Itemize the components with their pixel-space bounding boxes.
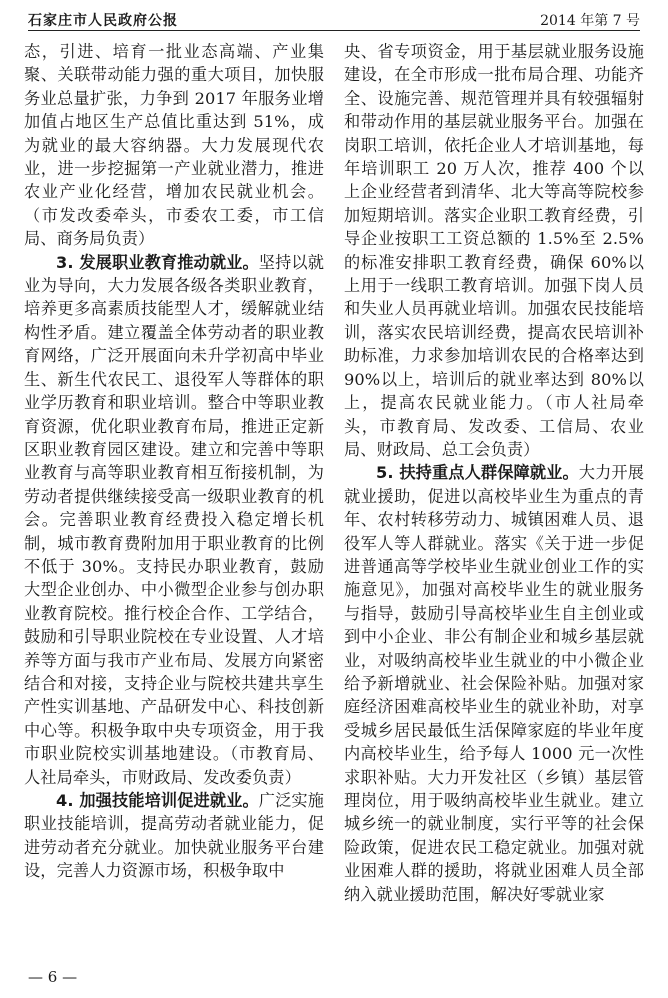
paragraph-section-5 xyxy=(344,461,644,906)
paragraph: 态，引进、培育一批业态高端、产业集聚、关联带动能力强的重大项目，加快服务业总量扩张，力争到 2017 年服务业增加值占地区生产总值比重达到 51%，成为就业的最大容纳器。大力发展现代农业，进一步挖掘第一产业就业潜力，推进农业产业化经营，增加农民就业机会。（市发改委牵头，市委农工委，市工信局、商务局负责） xyxy=(24,42,324,249)
section-heading: 4. 加强技能培训促进就业。 xyxy=(56,791,259,810)
paragraph: 央、省专项资金，用于基层就业服务设施建设，在全市形成一批布局合理、功能齐全、设施完善、规范管理并具有较强辐射和带动作用的基层就业服务平台。加强在岗职工培训，依托企业人才培训基地，每年培训职工 20 万人次，推荐 400 个以上企业经营者到清华、北大等高等院校参加短期培训。落实企业职工教育经费，引导企业按职工工资总额的 1.5%至 2.5%的标准安排职工教育经费，确保 60%以上用于一线职工教育培训。加强下岗人员和失业人员再就业培训。加强农民技能培训，落实农民培训经费，提高农民培训补助标准，力求参加培训农民的合格率达到 90%以上，培训后的就业率达到 80%以上，提高农民就业能力。（市人社局牵头，市教育局、发改委、工信局、农业局、财政局、总工会负责） xyxy=(344,42,644,459)
page-header xyxy=(28,8,640,31)
section-heading: 5. 扶持重点人群保障就业。 xyxy=(376,463,579,483)
page-number: — 6 — xyxy=(28,968,78,986)
paragraph-section-3 xyxy=(24,251,324,789)
right-column xyxy=(344,40,644,906)
section-body: 大力开展就业援助，促进以高校毕业生为重点的青年、农村转移劳动力、城镇困难人员、退役军人等人群就业。落实《关于进一步促进普通高等学校毕业生就业创业工作的实施意见》，加强对高校毕业生的就业服务与指导，鼓励引导高校毕业生自主创业或到中小企业、非公有制企业和城乡基层就业，对吸纳高校毕业生就业的中小微企业给予新增就业、社会保险补贴。加强对家庭经济困难高校毕业生的就业补助，对享受城乡居民最低生活保障家庭的毕业年度内高校毕业生，给予每人 1000 元一次性求职补贴。大力开发社区（乡镇）基层管理岗位，用于吸纳高校毕业生就业。建立城乡统一的就业制度，实行平等的社会保险政策，促进农民工稳定就业。加强对就业困难人群的援助，将就业困难人员全部纳入就业援助范围，解决好零就业家 xyxy=(344,463,644,904)
paragraph-section-4 xyxy=(24,789,324,883)
left-column xyxy=(24,40,324,883)
section-body: 坚持以就业为导向，大力发展各级各类职业教育，培养更多高素质技能型人才，缓解就业结构性矛盾。建立覆盖全体劳动者的职业教育网络，广泛开展面向未升学初高中毕业生、新生代农民工、退役军人等群体的职业学历教育和职业培训。整合中等职业教育资源，优化职业教育布局，推进正定新区职业教育园区建设。建立和完善中等职业教育与高等职业教育相互衔接机制，为劳动者提供继续接受高一级职业教育的机会。完善职业教育经费投入稳定增长机制，城市教育费附加用于职业教育的比例不低于 30%。支持民办职业教育，鼓励大型企业创办、中小微型企业参与创办职业教育院校。推行校企合作、工学结合，鼓励和引导职业院校在专业设置、人才培养等方面与我市产业布局、发展方向紧密结合和对接，支持企业与院校共建共享生产性实训基地、产品研发中心、科技创新中心等。积极争取中央专项资金，用于我市职业院校实训基地建设。（市教育局、人社局牵头，市财政局、发改委负责） xyxy=(24,252,324,787)
section-heading: 3. 发展职业教育推动就业。 xyxy=(56,252,259,272)
issue-number: 2014 年第 7 号 xyxy=(540,13,640,29)
publication-title: 石家庄市人民政府公报 xyxy=(28,13,178,29)
section-body: 广泛实施职业技能培训，提高劳动者就业能力，促进劳动者充分就业。加快就业服务平台建设，完善人力资源市场，积极争取中 xyxy=(24,791,324,881)
